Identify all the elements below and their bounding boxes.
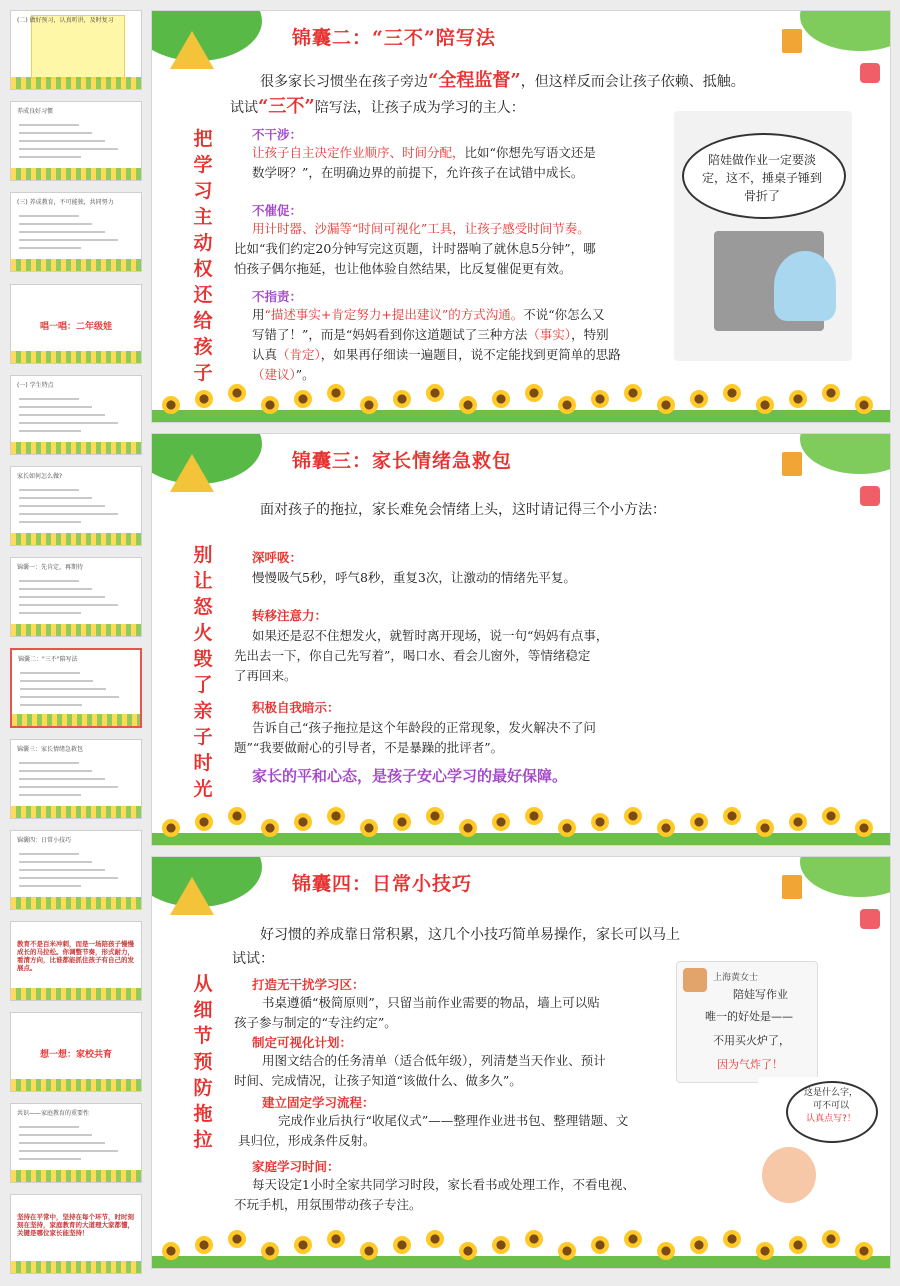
slide-thumbnail[interactable]: [10, 1012, 142, 1092]
thumbnail-text-line: [20, 672, 80, 674]
thumbnail-sunflower-border: [11, 351, 141, 363]
sunflower-icon: [525, 1230, 543, 1248]
slide-thumbnail[interactable]: [10, 1103, 142, 1183]
sunflower-icon: [492, 1236, 510, 1254]
sunflower-icon: [261, 1242, 279, 1260]
section-heading: 不干涉：: [252, 127, 303, 142]
sunflower-icon: [294, 813, 312, 831]
thumbnail-text-line: [19, 580, 79, 582]
section-heading: 积极自我暗示：: [252, 700, 340, 715]
thumbnail-sunflower-border: [12, 714, 140, 726]
intro-line-1: 很多家长习惯坐在孩子旁边“全程监督”，但这样反而会让孩子依赖、抵触。: [260, 70, 745, 91]
sunflower-icon: [327, 384, 345, 402]
speech-bubble-text: 这是什么字， 可不可以 认真点写?！: [803, 1088, 858, 1124]
sunflower-icon: [789, 1236, 807, 1254]
green-corner-decoration: [800, 433, 891, 474]
sunflower-icon: [690, 813, 708, 831]
sunflower-icon: [591, 390, 609, 408]
grass-strip: [152, 1256, 890, 1268]
thumbnail-text-line: [19, 398, 79, 400]
sunflower-icon: [558, 819, 576, 837]
card-name: 上海黄女士: [713, 973, 759, 983]
person-icon: [774, 251, 836, 321]
thumbnail-text-line: [19, 223, 92, 225]
cartoon-illustration: [674, 111, 852, 361]
thumbnail-text-line: [19, 877, 118, 879]
thumbnail-text-line: [19, 853, 79, 855]
sunflower-icon: [756, 396, 774, 414]
vertical-heading: 把学习主动权还给孩子: [193, 128, 213, 384]
thumbnail-text-line: [20, 696, 119, 698]
thumbnail-sunflower-border: [11, 168, 141, 180]
thumbnail-sunflower-border: [11, 897, 141, 909]
thumbnail-text-line: [19, 430, 81, 432]
thumbnail-text-line: [19, 239, 118, 241]
sunflower-icon: [657, 1242, 675, 1260]
slide-jinnang-4[interactable]: [151, 856, 891, 1269]
section-body: 慢慢吸气5秒，呼气8秒，重复3次，让激动的情绪先平复。: [252, 570, 576, 585]
thumbnail-title: 唱一唱：二年级娃: [39, 322, 112, 332]
thumbnail-text-line: [19, 1142, 105, 1144]
sunflower-icon: [393, 813, 411, 831]
ruler-icon: [170, 31, 214, 69]
slide-thumbnail[interactable]: [10, 1194, 142, 1274]
sunflower-icon: [261, 396, 279, 414]
book-icon: [782, 29, 802, 53]
sunflower-icon: [591, 813, 609, 831]
thumbnail-text-line: [19, 414, 105, 416]
backpack-icon: [860, 63, 880, 83]
intro-line-2: 试试“三不”陪写法，让孩子成为学习的主人：: [230, 96, 525, 117]
sunflower-icon: [822, 384, 840, 402]
sunflower-border: [152, 1220, 890, 1268]
thumbnail-text-line: [19, 794, 81, 796]
vertical-heading: 从细节预防拖拉: [193, 973, 213, 1151]
thumbnail-sunflower-border: [11, 442, 141, 454]
slide-thumbnail[interactable]: [10, 739, 142, 819]
section-body: 用计时器、沙漏等“时间可视化”工具，让孩子感受时间节奏。 比如“我们约定20分钟写完这页题，计时器响了就休息5分钟”，哪 怕孩子偶尔拖延，也让他体验自然结果，比反复催促更有效。: [234, 221, 596, 276]
thumbnail-text-line: [19, 770, 92, 772]
sunflower-icon: [591, 1236, 609, 1254]
green-corner-decoration: [800, 856, 891, 897]
cartoon-illustration: [758, 1077, 876, 1207]
section-heading: 不指责：: [252, 289, 303, 304]
thumbnail-text-line: [19, 869, 105, 871]
thumbnail-sunflower-border: [11, 77, 141, 89]
sunflower-icon: [162, 819, 180, 837]
thumbnail-text: 养成良好习惯: [17, 108, 54, 115]
backpack-icon: [860, 909, 880, 929]
slide-jinnang-3[interactable]: [151, 433, 891, 846]
sunflower-border: [152, 797, 890, 845]
thumbnail-text-line: [19, 497, 92, 499]
grass-strip: [152, 833, 890, 845]
thumbnail-text-line: [19, 604, 118, 606]
sunflower-icon: [690, 1236, 708, 1254]
thumbnail-text-line: [19, 140, 105, 142]
section-heading: 制定可视化计划：: [252, 1035, 353, 1050]
slide-thumbnail[interactable]: [10, 375, 142, 455]
slide-thumbnail[interactable]: [10, 101, 142, 181]
grass-strip: [152, 410, 890, 422]
sunflower-icon: [723, 1230, 741, 1248]
card-line: 陪娃写作业: [733, 988, 788, 1001]
card-line: 因为气炸了！: [717, 1058, 783, 1071]
thumbnail-text-line: [20, 688, 106, 690]
sunflower-icon: [261, 819, 279, 837]
section-heading: 深呼吸：: [252, 550, 303, 565]
sunflower-icon: [195, 1236, 213, 1254]
sunflower-icon: [756, 1242, 774, 1260]
avatar: [683, 968, 707, 992]
sunflower-icon: [393, 390, 411, 408]
section-body: 如果还是忍不住想发火，就暂时离开现场，说一句“妈妈有点事， 先出去一下，你自己先写着”，喝口水、看会儿窗外，等情绪稳定 了再回来。: [234, 628, 609, 683]
thumbnail-sunflower-border: [11, 806, 141, 818]
thumbnail-text-line: [19, 612, 81, 614]
sunflower-icon: [426, 1230, 444, 1248]
thumbnail-sunflower-border: [11, 988, 141, 1000]
sunflower-icon: [492, 390, 510, 408]
thumbnail-text-line: [19, 885, 81, 887]
slide-thumbnail[interactable]: [10, 192, 142, 272]
thumbnail-text-line: [19, 588, 92, 590]
thumbnail-text-line: [19, 762, 79, 764]
slide-jinnang-2[interactable]: [151, 10, 891, 423]
thumbnail-text-line: [19, 1158, 81, 1160]
slide-thumbnail[interactable]: [10, 648, 142, 728]
sunflower-icon: [459, 396, 477, 414]
section-body: 完成作业后执行“收尾仪式”——整理作业进书包、整理错题、文 具归位，形成条件反射。: [238, 1113, 629, 1148]
slide-thumbnail[interactable]: [10, 466, 142, 546]
sunflower-icon: [162, 1242, 180, 1260]
book-icon: [782, 452, 802, 476]
thumbnail-text-line: [19, 422, 118, 424]
thumbnail-text: (三) 养成教育，不可能独，共同努力: [17, 199, 114, 206]
sunflower-icon: [789, 390, 807, 408]
book-icon: [782, 875, 802, 899]
sunflower-icon: [789, 813, 807, 831]
section-body: 用“描述事实+肯定努力+提出建议”的方式沟通。不说“你怎么又 写错了！”，而是“妈妈看到你这道题试了三种方法（事实），特别 认真（肯定），如果再仔细读一遍题目，说不定能找到更简单的思路 （建议）”。: [252, 307, 621, 382]
thumbnail-sunflower-border: [11, 1261, 141, 1273]
thumbnail-sunflower-border: [11, 624, 141, 636]
thumbnail-sunflower-border: [11, 533, 141, 545]
section-body: 告诉自己“孩子拖拉是这个年龄段的正常现象，发火解决不了问 题”“我要做耐心的引导者，不是暴躁的批评者”。: [234, 720, 596, 755]
sunflower-icon: [756, 819, 774, 837]
section-body: 让孩子自主决定作业顺序、时间分配，比如“你想先写语文还是 数学呀？”，在明确边界的前提下，允许孩子在试错中成长。: [252, 145, 596, 180]
ruler-icon: [170, 877, 214, 915]
thumbnail-text-line: [19, 148, 118, 150]
sunflower-icon: [360, 819, 378, 837]
thumbnail-text-line: [19, 231, 105, 233]
green-corner-decoration: [800, 10, 891, 51]
sunflower-icon: [195, 390, 213, 408]
thumbnail-text: 锦囊四：日常小技巧: [17, 837, 72, 844]
ruler-icon: [170, 454, 214, 492]
sunflower-icon: [822, 807, 840, 825]
sunflower-icon: [393, 1236, 411, 1254]
section-body: 用图文结合的任务清单（适合低年级），列清楚当天作业、预计 时间、完成情况，让孩子知道“该做什么、做多久”。: [234, 1053, 606, 1088]
sunflower-icon: [492, 813, 510, 831]
sunflower-icon: [228, 384, 246, 402]
slide-thumbnail[interactable]: [10, 10, 142, 90]
slide-thumbnail[interactable]: [10, 921, 142, 1001]
thumbnail-text: 教育不是百米冲刺，而是一场陪孩子慢慢成长的马拉松。你调整节奏，形式耐力，看清方向，比谁都能抓住孩子有自己的发展点。: [17, 940, 134, 972]
sunflower-icon: [195, 813, 213, 831]
sunflower-icon: [657, 819, 675, 837]
thumbnail-text-line: [19, 489, 79, 491]
thumbnail-text-line: [19, 505, 105, 507]
thumbnail-text-line: [19, 786, 118, 788]
thumbnail-text: 坚持在平常中，坚持在每个环节，时时刻刻在坚持，家庭教育的大道理大家都懂，关键是哪位家长能坚持！: [17, 1213, 134, 1237]
slide-thumbnail[interactable]: [10, 830, 142, 910]
sunflower-icon: [327, 807, 345, 825]
sunflower-icon: [624, 807, 642, 825]
closing-statement: 家长的平和心态，是孩子安心学习的最好保障。: [252, 767, 568, 785]
card-line: 不用买火炉了，: [713, 1034, 790, 1047]
sunflower-icon: [855, 819, 873, 837]
thumbnail-text-line: [19, 596, 105, 598]
sunflower-border: [152, 374, 890, 422]
thumbnail-text-line: [19, 156, 81, 158]
slide-title: 锦囊二：“三不”陪写法: [292, 27, 496, 49]
thumbnail-text-line: [19, 247, 81, 249]
thumbnail-text: 家长如何怎么做?: [17, 473, 63, 480]
sunflower-icon: [822, 1230, 840, 1248]
thumbnail-text-line: [19, 1134, 92, 1136]
sunflower-icon: [162, 396, 180, 414]
vertical-heading: 别让怒火毁了亲子时光: [193, 544, 213, 800]
sunflower-icon: [723, 807, 741, 825]
thumbnail-sunflower-border: [11, 259, 141, 271]
sunflower-icon: [558, 1242, 576, 1260]
thumbnail-text-line: [19, 521, 81, 523]
slide-title: 锦囊四：日常小技巧: [292, 873, 473, 895]
section-heading: 建立固定学习流程：: [262, 1095, 375, 1110]
sunflower-icon: [360, 1242, 378, 1260]
sunflower-icon: [723, 384, 741, 402]
sunflower-icon: [360, 396, 378, 414]
thumbnail-text-line: [20, 704, 82, 706]
sunflower-icon: [525, 807, 543, 825]
thumbnail-text-line: [19, 124, 79, 126]
thumbnail-text: 共识——家庭教育的重要性: [17, 1110, 90, 1117]
backpack-icon: [860, 486, 880, 506]
thumbnail-text-line: [19, 1126, 79, 1128]
thumbnail-text: 锦囊二："三不"陪写法: [18, 656, 78, 663]
card-line: 唯一的好处是——: [705, 1010, 793, 1023]
sunflower-icon: [459, 819, 477, 837]
thumbnail-text-line: [19, 406, 92, 408]
speech-bubble-text: 陪娃做作业一定要淡定，这不，捶桌子锤到骨折了: [701, 153, 822, 203]
sunflower-icon: [624, 384, 642, 402]
thumbnail-text: (二) 做好预习，认真听讲，及时复习: [17, 17, 114, 24]
thumbnail-text-line: [19, 132, 92, 134]
section-heading: 不催促：: [252, 203, 303, 218]
sunflower-icon: [327, 1230, 345, 1248]
thumbnail-text-line: [19, 1150, 118, 1152]
sunflower-icon: [525, 384, 543, 402]
section-heading: 打造无干扰学习区：: [252, 977, 365, 992]
sunflower-icon: [426, 384, 444, 402]
section-body: 书桌遵循“极简原则”，只留当前作业需要的物品，墙上可以贴 孩子参与制定的“专注约定”。: [234, 995, 600, 1030]
thumbnail-text: (一) 学生特点: [17, 382, 54, 389]
thumbnail-title: 想一想：家校共育: [39, 1050, 112, 1060]
thumbnail-text-line: [19, 215, 79, 217]
thumbnail-text-line: [19, 513, 118, 515]
slide-thumbnail[interactable]: [10, 557, 142, 637]
thumbnail-sunflower-border: [11, 1079, 141, 1091]
slide-title: 锦囊三：家长情绪急救包: [292, 450, 513, 472]
intro-text: 好习惯的养成靠日常积累，这几个小技巧简单易操作，家长可以马上 试试：: [232, 927, 680, 967]
sunflower-icon: [228, 1230, 246, 1248]
sunflower-icon: [294, 1236, 312, 1254]
section-body: 每天设定1小时全家共同学习时段，家长看书或处理工作，不看电视、 不玩手机，用氛围带动孩子专注。: [234, 1177, 635, 1212]
thumbnail-text: 锦囊一：先肯定，再期待: [17, 564, 84, 571]
sunflower-icon: [624, 1230, 642, 1248]
thumbnail-sunflower-border: [11, 1170, 141, 1182]
sunflower-icon: [690, 390, 708, 408]
sunflower-icon: [855, 396, 873, 414]
sunflower-icon: [855, 1242, 873, 1260]
section-heading: 家庭学习时间：: [252, 1159, 340, 1174]
sunflower-icon: [657, 396, 675, 414]
sunflower-icon: [558, 396, 576, 414]
slide-thumbnail-panel: [0, 0, 150, 1286]
angry-child-icon: [762, 1147, 816, 1203]
thumbnail-text: 锦囊三：家长情绪急救包: [17, 746, 84, 753]
sunflower-icon: [459, 1242, 477, 1260]
thumbnail-text-line: [19, 778, 105, 780]
meme-card: [676, 961, 818, 1083]
intro-text: 面对孩子的拖拉，家长难免会情绪上头，这时请记得三个小方法：: [260, 502, 666, 518]
sunflower-icon: [294, 390, 312, 408]
sunflower-icon: [228, 807, 246, 825]
section-heading: 转移注意力：: [252, 608, 328, 623]
thumbnail-text-line: [19, 861, 92, 863]
sunflower-icon: [426, 807, 444, 825]
slide-thumbnail[interactable]: [10, 284, 142, 364]
thumbnail-text-line: [20, 680, 93, 682]
